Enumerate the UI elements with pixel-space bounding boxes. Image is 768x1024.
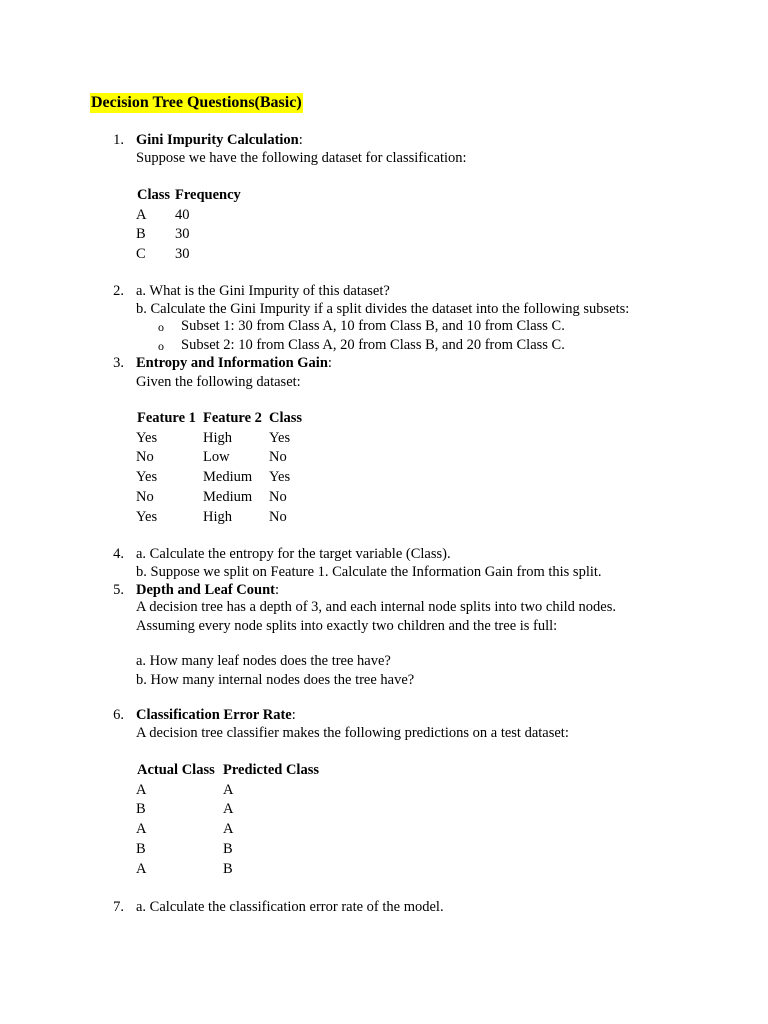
table-row: [136, 822, 333, 842]
table-row: [136, 227, 255, 247]
q3-number: 3.: [113, 355, 124, 371]
table-header-cell: Class: [269, 410, 303, 426]
table-cell: B: [223, 840, 233, 857]
table-header-cell: Predicted Class: [223, 762, 319, 778]
table-cell: A: [223, 821, 234, 838]
table-row: [136, 862, 333, 882]
table-row: [136, 783, 333, 803]
table-cell: A: [136, 206, 147, 223]
q5-heading-text: Depth and Leaf Count: [136, 582, 275, 598]
q4-part-a: a. Calculate the entropy for the target variable (Class).: [136, 546, 451, 562]
bullet-icon: o: [158, 320, 164, 334]
table-cell: No: [269, 449, 287, 466]
table-cell: A: [136, 821, 147, 838]
table-cell: Yes: [136, 508, 158, 525]
table-header-cell: Frequency: [175, 187, 241, 203]
table-cell: Medium: [203, 488, 253, 505]
table-header-cell: Feature 2: [203, 410, 262, 426]
table-cell: B: [223, 860, 233, 877]
table-cell: Yes: [269, 469, 291, 486]
q1-number: 1.: [113, 132, 124, 148]
table-row: [136, 247, 255, 267]
table-cell: A: [223, 801, 234, 818]
table-row: [136, 490, 319, 510]
q6-text: A decision tree classifier makes the following predictions on a test dataset:: [136, 725, 569, 741]
q2-subset-2: Subset 2: 10 from Class A, 20 from Class B, and 20 from Class C.: [181, 337, 565, 353]
table-cell: A: [223, 781, 234, 798]
table-cell: Yes: [269, 429, 291, 446]
table-cell: Yes: [136, 429, 158, 446]
q5-part-a: a. How many leaf nodes does the tree have?: [136, 653, 391, 669]
table-header-row: [136, 188, 255, 208]
table-cell: A: [136, 781, 147, 798]
q6-number: 6.: [113, 707, 124, 723]
table-cell: Yes: [136, 469, 158, 486]
table-cell: B: [136, 226, 146, 243]
table-cell: No: [136, 449, 154, 466]
feature-class-table: [136, 411, 319, 529]
table-header-cell: Class: [137, 187, 171, 203]
q1-text: Suppose we have the following dataset for classification:: [136, 150, 467, 166]
table-cell: No: [269, 488, 287, 505]
q2-number: 2.: [113, 283, 124, 299]
q1-heading-colon: :: [298, 132, 303, 148]
table-cell: Low: [203, 449, 230, 466]
table-row: [136, 470, 319, 490]
table-cell: No: [269, 508, 287, 525]
table-row: [136, 802, 333, 822]
q5-line-1: A decision tree has a depth of 3, and each internal node splits into two child nodes.: [136, 599, 616, 615]
q2-subset-1: Subset 1: 30 from Class A, 10 from Class B, and 10 from Class C.: [181, 318, 565, 334]
table-cell: B: [136, 801, 146, 818]
q5-line-2: Assuming every node splits into exactly two children and the tree is full:: [136, 618, 558, 634]
table-cell: 30: [175, 246, 190, 263]
class-frequency-table: [136, 188, 255, 267]
q5-heading: [136, 583, 279, 598]
table-row: [136, 510, 319, 530]
table-cell: 40: [175, 206, 190, 223]
q3-heading-text: Entropy and Information Gain: [136, 355, 328, 371]
q4-number: 4.: [113, 546, 124, 562]
bullet-icon: o: [158, 339, 164, 353]
table-row: [136, 208, 255, 228]
table-cell: High: [203, 508, 232, 525]
table-header-row: [136, 763, 333, 783]
table-row: [136, 842, 333, 862]
q5-heading-colon: :: [274, 582, 280, 598]
table-cell: B: [136, 840, 146, 857]
q3-heading: [136, 356, 332, 371]
table-header-cell: Feature 1: [137, 410, 196, 426]
q7-part-a: a. Calculate the classification error rate of the model.: [136, 899, 444, 915]
document-title-text: Decision Tree Questions(Basic): [91, 94, 302, 111]
q1-heading: [136, 133, 303, 148]
prediction-table: [136, 763, 333, 881]
q6-heading-colon: :: [291, 707, 296, 723]
q6-heading-text: Classification Error Rate: [136, 707, 292, 723]
table-cell: Medium: [203, 469, 253, 486]
table-cell: A: [136, 860, 147, 877]
q3-heading-colon: :: [327, 355, 332, 371]
table-header-row: [136, 411, 319, 431]
table-row: [136, 450, 319, 470]
table-cell: 30: [175, 226, 190, 243]
table-cell: C: [136, 246, 146, 263]
table-header-cell: Actual Class: [137, 762, 215, 778]
q3-text: Given the following dataset:: [136, 374, 301, 390]
q4-part-b: b. Suppose we split on Feature 1. Calculate the Information Gain from this split.: [136, 564, 602, 580]
q6-heading: [136, 708, 296, 723]
q5-number: 5.: [113, 582, 124, 598]
table-cell: High: [203, 429, 232, 446]
table-row: [136, 431, 319, 451]
q5-part-b: b. How many internal nodes does the tree have?: [136, 672, 415, 688]
q1-heading-text: Gini Impurity Calculation: [136, 132, 299, 148]
table-cell: No: [136, 488, 154, 505]
q2-part-b: b. Calculate the Gini Impurity if a split divides the dataset into the following subsets:: [136, 301, 630, 317]
q7-number: 7.: [113, 899, 124, 915]
q2-part-a: a. What is the Gini Impurity of this dataset?: [136, 283, 390, 299]
document-title: [90, 95, 303, 111]
